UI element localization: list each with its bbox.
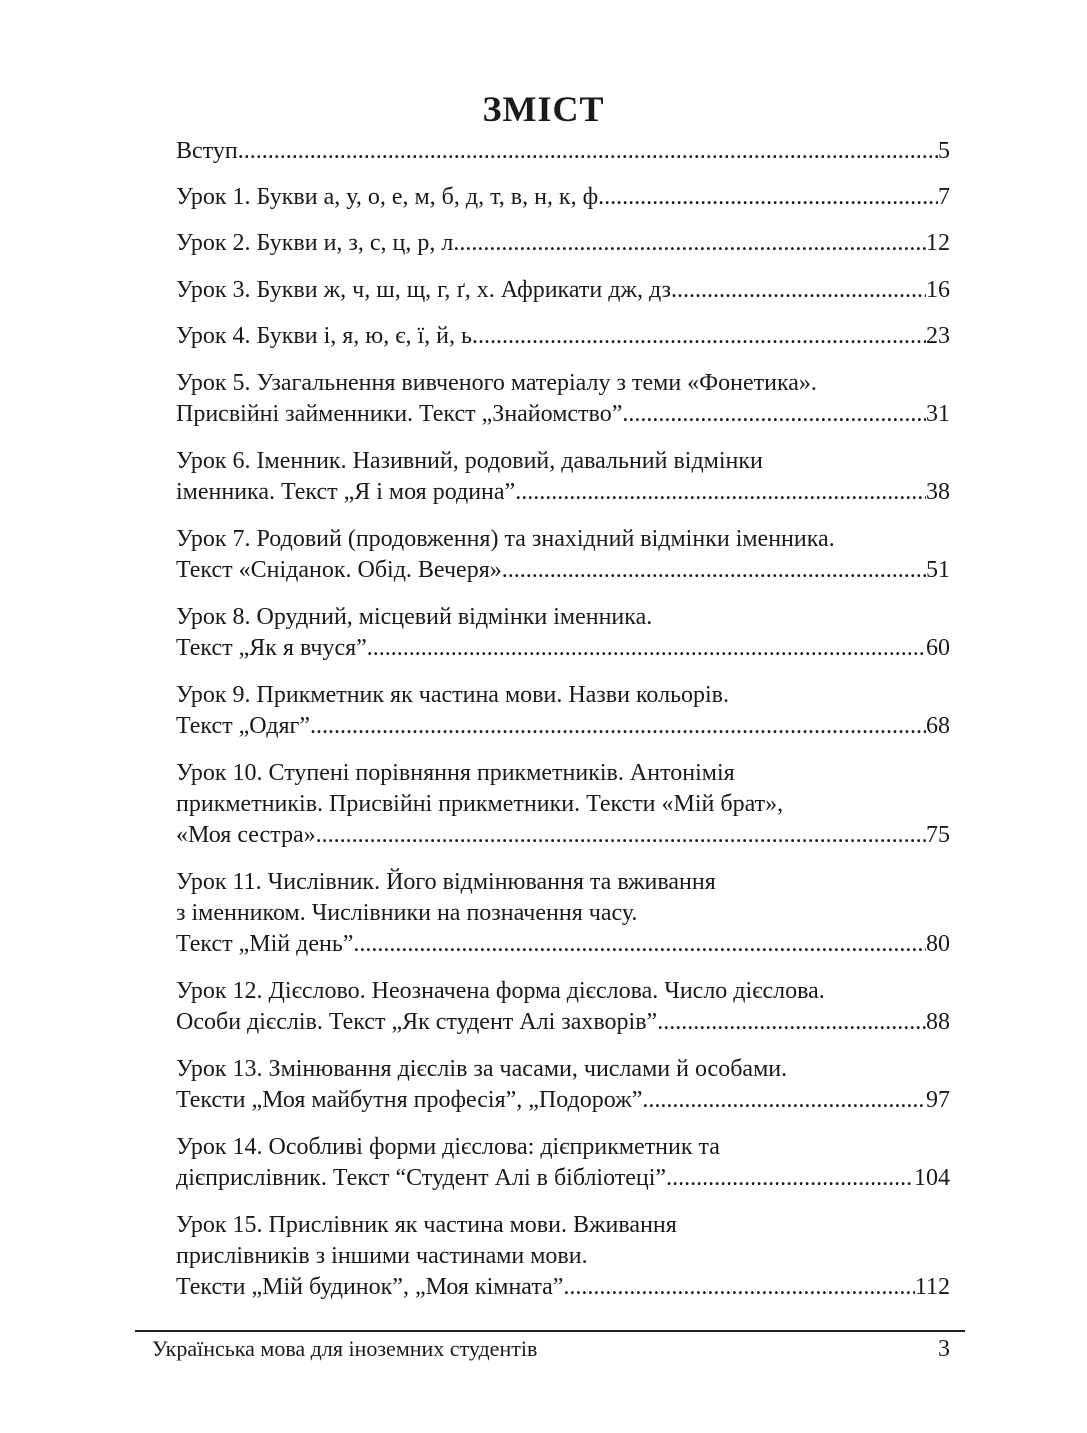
toc-entry[interactable]: [176, 368, 950, 430]
toc-entry-last-line: [176, 633, 950, 664]
toc-entry-line: Урок 11. Числівник. Його відмінювання та вживання: [176, 869, 716, 895]
toc-entry[interactable]: [176, 976, 950, 1038]
toc-entry[interactable]: [176, 524, 950, 586]
toc-entry-line: Урок 6. Іменник. Називний, родовий, давальний відмінки: [176, 448, 763, 474]
dot-leader: [622, 399, 926, 430]
toc-entry-last-line: [176, 399, 950, 430]
toc-entry-last-line: [176, 929, 950, 960]
dot-leader: [657, 1007, 926, 1038]
toc-entry[interactable]: [176, 228, 950, 259]
toc-page-number: 112: [914, 1274, 950, 1300]
dot-leader: [459, 228, 926, 259]
toc-page-number: 12: [926, 230, 950, 256]
toc-entry[interactable]: [176, 1054, 950, 1116]
toc-entry-title: Урок 1. Букви а, у, о, е, м, б, д, т, в, н, к, ф.: [176, 184, 605, 210]
toc-entry-title: «Моя сестра»: [176, 822, 316, 848]
footer-divider: [135, 1330, 965, 1332]
toc-entry-line: Урок 9. Прикметник як частина мови. Назви кольорів.: [176, 682, 730, 708]
dot-leader: [238, 136, 938, 167]
toc-entry[interactable]: [176, 136, 950, 167]
toc-entry-line: Урок 15. Прислівник як частина мови. Вживання: [176, 1212, 677, 1238]
toc-page-number: 80: [926, 931, 950, 957]
toc-entry[interactable]: [176, 602, 950, 664]
toc-page-number: 23: [926, 323, 950, 349]
toc-entry-title: Урок 4. Букви і, я, ю, є, ї, й, ь.: [176, 323, 478, 349]
toc-entry[interactable]: [176, 182, 950, 213]
toc-entry-title: Текст „Одяг”.: [176, 713, 317, 739]
toc-entry-line: Урок 10. Ступені порівняння прикметників. Антонімія: [176, 760, 735, 786]
toc-page-number: 7: [938, 184, 950, 210]
toc-entry-title: Тексти „Моя майбутня професія”, „Подорож”.: [176, 1087, 649, 1113]
toc-entry-last-line: [176, 228, 950, 259]
toc-entry-line: з іменником. Числівники на позначення часу.: [176, 900, 638, 926]
toc-entry-title: Урок 3. Букви ж, ч, ш, щ, г, ґ, х. Африкати дж, дз.: [176, 277, 677, 303]
toc-entry[interactable]: [176, 321, 950, 352]
toc-page-number: 5: [938, 138, 950, 164]
toc-entry-last-line: [176, 1272, 950, 1303]
toc-entry-title: Особи дієслів. Текст „Як студент Алі захворів”: [176, 1009, 658, 1035]
dot-leader: [502, 555, 926, 586]
toc-page-number: 88: [926, 1009, 950, 1035]
toc-entry[interactable]: [176, 758, 950, 851]
toc-entry-last-line: [176, 321, 950, 352]
dot-leader: [316, 820, 926, 851]
toc-page-number: 38: [926, 479, 950, 505]
page-title: ЗМІСТ: [482, 89, 605, 129]
toc-entry-title: Вступ: [176, 138, 238, 164]
toc-page-number: 31: [926, 401, 950, 427]
toc-entry-line: Урок 5. Узагальнення вивченого матеріалу з теми «Фонетика».: [176, 370, 817, 396]
toc-entry[interactable]: [176, 867, 950, 960]
toc-entry-last-line: [176, 1085, 950, 1116]
toc-entry-title: Присвійні займенники. Текст „Знайомство”: [176, 401, 623, 427]
toc-page-number: 104: [914, 1165, 950, 1191]
toc-entry[interactable]: [176, 680, 950, 742]
toc-entry-last-line: [176, 477, 950, 508]
toc-entry-last-line: [176, 1007, 950, 1038]
toc-entry-line: Урок 12. Дієслово. Неозначена форма дієслова. Число дієслова.: [176, 978, 825, 1004]
toc-entry[interactable]: [176, 1132, 950, 1194]
toc-entry-last-line: [176, 711, 950, 742]
dot-leader: [563, 1272, 914, 1303]
toc-entry-line: Урок 7. Родовий (продовження) та знахідний відмінки іменника.: [176, 526, 835, 552]
dot-leader: [353, 929, 926, 960]
toc-page-number: 75: [926, 822, 950, 848]
toc-entry[interactable]: [176, 446, 950, 508]
toc-entry-title: Тексти „Мій будинок”, „Моя кімната”: [176, 1274, 564, 1300]
dot-leader: [604, 182, 938, 213]
toc-entry-last-line: [176, 182, 950, 213]
toc-entry-title: дієприслівник. Текст “Студент Алі в бібліотеці”.: [176, 1165, 673, 1191]
toc-entry[interactable]: [176, 1210, 950, 1303]
toc-entry-last-line: [176, 820, 950, 851]
toc-entry-last-line: [176, 1163, 950, 1194]
dot-leader: [672, 1163, 914, 1194]
toc-entry-line: Урок 14. Особливі форми дієслова: дієприкметник та: [176, 1134, 720, 1160]
footer-book-title: Українська мова для іноземних студентів: [152, 1336, 538, 1361]
toc-entry-title: Урок 2. Букви и, з, с, ц, р, л.: [176, 230, 460, 256]
toc-entry-title: іменника. Текст „Я і моя родина”.: [176, 479, 522, 505]
dot-leader: [648, 1085, 926, 1116]
toc-entry-line: Урок 8. Орудний, місцевий відмінки іменника.: [176, 604, 653, 630]
toc-entry[interactable]: [176, 275, 950, 306]
toc-entry-line: прислівників з іншими частинами мови.: [176, 1243, 588, 1269]
toc-page-number: 68: [926, 713, 950, 739]
toc-entry-last-line: [176, 275, 950, 306]
toc-page-number: 60: [926, 635, 950, 661]
dot-leader: [478, 321, 926, 352]
footer-page-number: 3: [938, 1336, 950, 1362]
toc-entry-title: Текст «Сніданок. Обід. Вечеря»: [176, 557, 502, 583]
toc-entry-line: Урок 13. Змінювання дієслів за часами, числами й особами.: [176, 1056, 788, 1082]
toc-entry-title: Текст „Мій день”: [176, 931, 354, 957]
toc-page-number: 97: [926, 1087, 950, 1113]
toc-entry-title: Текст „Як я вчуся”.: [176, 635, 373, 661]
dot-leader: [373, 633, 926, 664]
dot-leader: [316, 711, 926, 742]
toc-page-number: 16: [926, 277, 950, 303]
dot-leader: [677, 275, 926, 306]
dot-leader: [521, 477, 926, 508]
toc-entry-last-line: [176, 136, 950, 167]
toc-entry-last-line: [176, 555, 950, 586]
toc-page-number: 51: [926, 557, 950, 583]
toc-entry-line: прикметників. Присвійні прикметники. Тексти «Мій брат»,: [176, 791, 784, 817]
